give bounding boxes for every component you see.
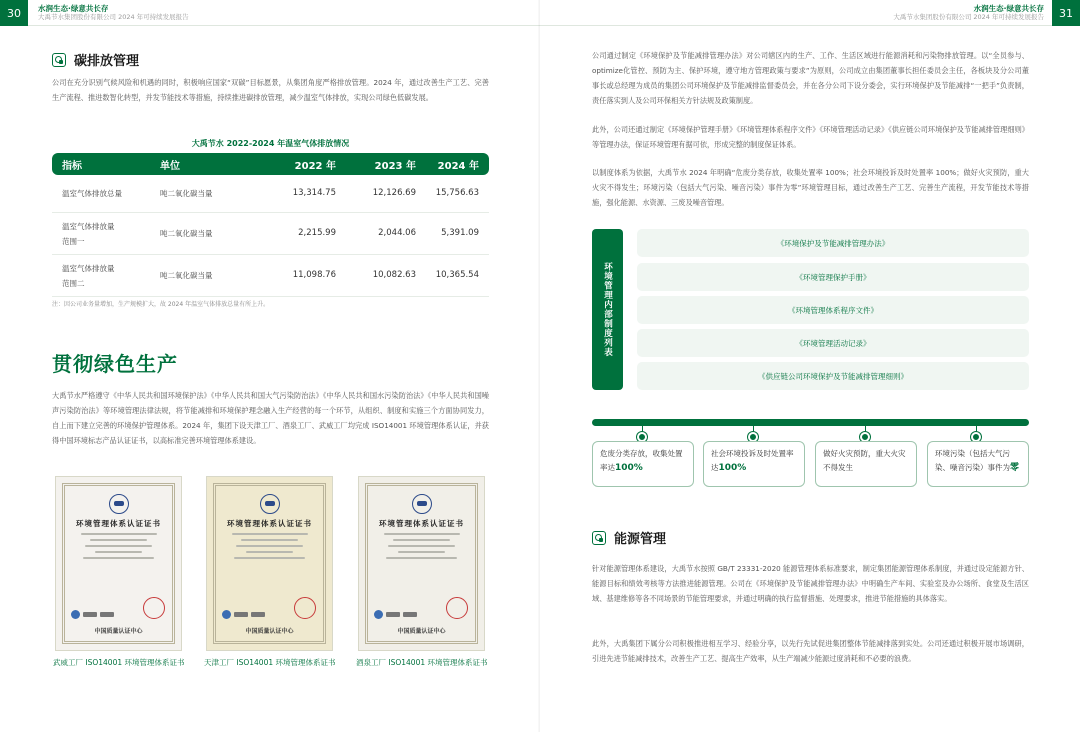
header-rule <box>540 25 1052 26</box>
header-slogan: 水润生态·绿意共长存 <box>38 4 109 13</box>
table-header <box>52 153 489 175</box>
page-number: 30 <box>0 0 28 26</box>
value-cell: 15,756.63 <box>435 188 479 198</box>
system-doc-item: 《环境管理体系程序文件》 <box>637 296 1029 324</box>
value-cell: 10,365.54 <box>435 270 479 280</box>
red-seal-icon <box>143 597 165 619</box>
metric-cell <box>52 186 160 201</box>
value-cell: 2,044.06 <box>378 228 416 238</box>
red-seal-icon <box>294 597 316 619</box>
certificate-issuer: 中国质量认证中心 <box>397 628 446 635</box>
col-header: 2023 年 <box>374 160 416 172</box>
certificate-image <box>358 476 485 651</box>
value-cell: 2,215.99 <box>298 228 336 238</box>
system-doc-item: 《环境管理活动记录》 <box>637 329 1029 357</box>
value-cell: 11,098.76 <box>292 270 336 280</box>
management-body-3: 以制度体系为依据，大禹节水 2024 年明确“危废分类存放，收集处置率 100%；社会环境投诉及时处置率 100%；做好火灾预防，重大火灾不得发生；环境污染（包括大气污染、噪音污染）事件为零”环境管理目标，通过改善生产工艺、完善生产流程，开发节能技术等措施，强化能源、水资源、三废及噪音管理。 <box>592 168 1029 207</box>
cqc-logo-icon <box>109 494 129 514</box>
page-header <box>540 0 1080 26</box>
system-doc-item: 《环境管理保护手册》 <box>637 263 1029 291</box>
certificate-frame <box>62 483 175 644</box>
text-line <box>234 557 305 559</box>
signature-icon <box>100 612 114 617</box>
col-header: 2022 年 <box>294 160 336 172</box>
text-line <box>246 551 294 553</box>
system-doc-item: 《环境保护及节能减排管理办法》 <box>637 229 1029 257</box>
text-line <box>384 533 460 535</box>
certificate-heading: 环境管理体系认证证书 <box>76 519 161 528</box>
cqc-logo-icon <box>412 494 432 514</box>
text-line <box>232 533 308 535</box>
goal-card <box>592 441 694 487</box>
metric-cell <box>52 261 160 291</box>
carbon-body: 公司在充分识别气候风险和机遇的同时，积极响应国家“双碳”目标愿景，从集团角度严格排放管理。2024 年，通过改善生产工艺、完善生产流程、推进数智化转型，并发节能技术等措施，持续推进碳排放管理，减少温室气体排放，实现公司绿色低碳发展。 <box>52 78 489 102</box>
page-number: 31 <box>1052 0 1080 26</box>
certificate-caption: 酒泉工厂 ISO14001 环境管理体系证书 <box>356 658 488 667</box>
page-header <box>0 0 540 26</box>
unit-cell: 吨二氧化碳当量 <box>160 189 213 198</box>
goal-highlight: 100% <box>718 463 747 473</box>
table-row <box>52 213 489 255</box>
unit-cell: 吨二氧化碳当量 <box>160 271 213 280</box>
certificate-heading: 环境管理体系认证证书 <box>227 519 312 528</box>
signature-icon <box>403 612 417 617</box>
table-note: 注：因公司业务量增加，生产规模扩大，故 2024 年温室气体排放总量有所上升。 <box>52 301 270 308</box>
text-line <box>90 539 147 541</box>
text-line <box>95 551 143 553</box>
metric-label: 温室气体排放总量 <box>62 189 122 198</box>
text-line <box>386 557 457 559</box>
certificate-issuer: 中国质量认证中心 <box>94 628 143 635</box>
system-list-label: 环境管理内部制度列表 <box>592 229 623 390</box>
goal-text: 社会环境投诉及时处置率达 <box>711 449 794 472</box>
certificate-frame <box>365 483 478 644</box>
certificate-heading: 环境管理体系认证证书 <box>379 519 464 528</box>
management-body-1: 公司通过制定《环境保护及节能减排管理办法》对公司辖区内的生产、工作、生活区域进行能源消耗和污染物排放管理。以“全员参与、optimize化管控、预防为主、保护环境，遵守地方管理政策与要求”为原则，公司成立由集团董事长担任委员会主任，各板块及分公司董事长或总经理为成员的集团公司环境保护及节能减排监督委员会，并在各分公司下设分委会，实行环境保护及节能减排“一把手”负责制，责任落实到人及公司环保相关方针法规及政策制度。 <box>592 51 1029 105</box>
system-doc-item: 《供应链公司环境保护及节能减排管理细则》 <box>637 362 1029 390</box>
text-line <box>393 539 450 541</box>
table-title: 大禹节水 2022-2024 年温室气体排放情况 <box>191 139 350 148</box>
header-report-title: 大禹节水集团股份有限公司 2024 年可持续发展报告 <box>893 13 1044 21</box>
value-cell: 5,391.09 <box>441 228 479 238</box>
certificate-issuer: 中国质量认证中心 <box>245 628 294 635</box>
section-title: 碳排放管理 <box>74 54 140 69</box>
goal-card <box>703 441 805 487</box>
header-text <box>893 4 1044 22</box>
energy-body-2: 此外，大禹集团下属分公司积极推进相互学习、经验分享，以先行先试促进集团整体节能减排落到实处。公司还通过积极开展市场调研，引进先进节能减排技术，改善生产工艺、提高生产效率，从生产端减少能源过度消耗和不必要的浪费。 <box>592 639 1029 663</box>
signature-icon <box>251 612 265 617</box>
header-rule <box>28 25 540 26</box>
section-title: 能源管理 <box>614 532 667 547</box>
unit-cell: 吨二氧化碳当量 <box>160 229 213 238</box>
goal-text: 环境污染（包括大气污染、噪音污染）事件为 <box>935 449 1010 472</box>
value-cell: 13,314.75 <box>292 188 336 198</box>
goals-timeline-bar <box>592 419 1029 426</box>
cnas-logo-icon <box>386 612 400 617</box>
goal-card <box>815 441 917 487</box>
iaf-logo-icon <box>222 610 231 619</box>
table-row <box>52 255 489 297</box>
certificate-frame <box>213 483 326 644</box>
text-line <box>236 545 303 547</box>
metric-cell <box>52 219 160 249</box>
cnas-logo-icon <box>234 612 248 617</box>
value-cell: 12,126.69 <box>372 188 416 198</box>
iaf-logo-icon <box>71 610 80 619</box>
header-text <box>38 4 189 22</box>
red-seal-icon <box>446 597 468 619</box>
table-row <box>52 175 489 213</box>
certificate-image <box>55 476 182 651</box>
energy-body-1: 针对能源管理体系建设，大禹节水按照 GB/T 23331-2020 能源管理体系标准要求，制定集团能源管理体系制度，并通过设定能源方针、能源目标和绩效考核等方法推进能源管理。公司在《环境保护及节能减排管理办法》中明确生产车间、实验室及办公场所、食堂及生活区域、基建维修等各不同场景的节能管理要求，并通过明确的执行监督措施、处理要求，推进节能措施的具体落实。 <box>592 564 1029 603</box>
col-header: 指标 <box>62 160 82 172</box>
metric-sublabel: 范围一 <box>62 236 85 246</box>
col-header: 单位 <box>160 160 180 172</box>
cqc-logo-icon <box>260 494 280 514</box>
text-line <box>388 545 455 547</box>
cnas-logo-icon <box>83 612 97 617</box>
header-report-title: 大禹节水集团股份有限公司 2024 年可持续发展报告 <box>38 13 189 21</box>
text-line <box>241 539 298 541</box>
header-slogan: 水润生态·绿意共长存 <box>973 4 1044 13</box>
goal-text: 危废分类存放，收集处置率达 <box>600 449 683 472</box>
goal-highlight: 100% <box>615 463 643 473</box>
metric-label: 温室气体排放量 <box>62 263 115 273</box>
section-title-green-production: 贯彻绿色生产 <box>52 352 178 376</box>
goal-card <box>927 441 1029 487</box>
col-header: 2024 年 <box>437 160 479 172</box>
management-body-2: 此外，公司还通过制定《环境保护管理手册》《环境管理体系程序文件》《环境管理活动记录》《供应链公司环境保护及节能减排管理细则》等管理办法，保证环境管理有据可依，形成完整的制度保证体系。 <box>592 125 1029 149</box>
right-page <box>540 0 1080 732</box>
text-line <box>83 557 154 559</box>
metric-sublabel: 范围二 <box>62 278 85 288</box>
text-line <box>81 533 157 535</box>
leaf-icon <box>52 53 66 67</box>
section-heading-energy <box>592 528 666 547</box>
green-production-body: 大禹节水严格遵守《中华人民共和国环境保护法》《中华人民共和国大气污染防治法》《中华人民共和国水污染防治法》《中华人民共和国噪声污染防治法》等环境管理法律法规，将节能减排和环境保护理念融入生产经营的每一个环节，从组织、制度和实施三个方面协同发力，自上而下建立完善的环境保护管理体系。2024 年，集团下设天津工厂、酒泉工厂、武威工厂均完成 ISO14001 环境管理体系认证，并获得中国环境标志产品认证证书，以高标准完善环境管理体系建设。 <box>52 391 489 445</box>
text-line <box>398 551 446 553</box>
section-heading-carbon <box>52 50 139 69</box>
emissions-table <box>52 153 489 297</box>
goal-text: 做好火灾预防，重大火灾不得发生 <box>823 449 906 472</box>
certificate-image <box>206 476 333 651</box>
certificate-caption: 武威工厂 ISO14001 环境管理体系证书 <box>53 658 185 667</box>
value-cell: 10,082.63 <box>372 270 416 280</box>
metric-label: 温室气体排放量 <box>62 221 115 231</box>
certificate-caption: 天津工厂 ISO14001 环境管理体系证书 <box>204 658 336 667</box>
energy-icon <box>592 531 606 545</box>
text-line <box>85 545 152 547</box>
goal-highlight: 零 <box>1010 463 1020 473</box>
iaf-logo-icon <box>374 610 383 619</box>
